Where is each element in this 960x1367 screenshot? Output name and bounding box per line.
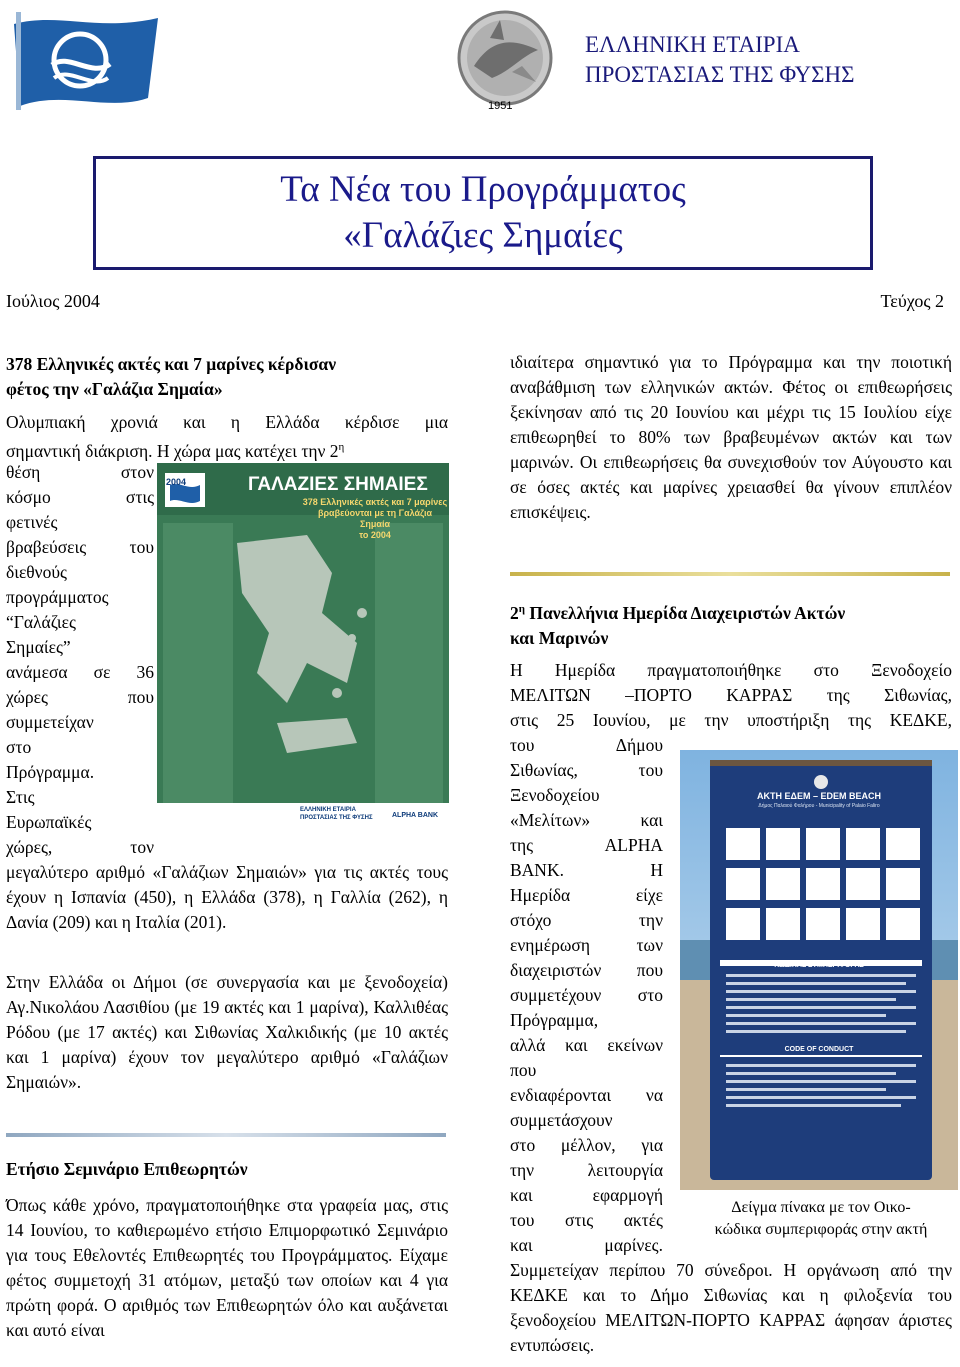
narrow-text-line: και εφαρμογή xyxy=(510,1185,663,1205)
issue-info xyxy=(6,291,944,312)
workshop-conclusion: Συμμετείχαν περίπου 70 σύνεδροι. Η οργάνωση από την ΚΕΔΚΕ και το Δήμο Σιθωνίας και η φιλοξενία του ξενοδοχείου ΜΕΛΙΤΩΝ-ΠΟΡΤΟ ΚΑΡΡΑΣ άφησαν άριστες εντυπώσεις. xyxy=(510,1260,952,1355)
sign-subtitle: Δήμος Παλαιού Φαλήρου - Municipality of Palaio Faliro xyxy=(758,803,880,809)
newsletter-title: Τα Νέα του Προγράμματος «Γαλάζιες Σημαίες xyxy=(93,156,873,270)
narrow-text-line: ανάμεσα σε 36 xyxy=(6,662,154,682)
workshop-narrow-text xyxy=(510,733,663,1258)
narrow-text-line: Πρόγραμμα, xyxy=(510,1010,599,1030)
narrow-text-line: Σιθωνίας, του xyxy=(510,760,663,780)
narrow-text-line: ενδιαφέρονται να xyxy=(510,1085,663,1105)
workshop-heading: $2^\eta$ Πανελλήνια Ημερίδα Διαχειριστών Ακτών και Μαρινών xyxy=(510,602,846,648)
narrow-text-line: BANK. Η xyxy=(510,860,663,880)
narrow-text-line: συμμετείχαν xyxy=(6,712,94,732)
narrow-text-line: Πρόγραμμα. xyxy=(6,762,95,782)
article-municipalities: Στην Ελλάδα οι Δήμοι (σε συνεργασία και με ξενοδοχεία) Αγ.Νικολάου Λασιθίου (με 19 ακτές και 1 μαρίνα), Καλλιθέας Ρόδου (με 17 ακτές) και Σιθωνίας Χαλκιδικής (με 10 ακτές και 1 μαρίνα) έχουν τον μεγαλύτερο αριθμό «Γαλάζιων Σημαιών». xyxy=(6,972,448,1092)
beach-sign-photo xyxy=(680,750,958,1190)
narrow-text-line: στο xyxy=(6,737,32,757)
narrow-text-line: συμμετάσχουν xyxy=(510,1110,613,1130)
narrow-text-line: του Δήμου xyxy=(510,735,663,755)
poster-org: ΕΛΛΗΝΙΚΗ ΕΤΑΙΡΙΑ ΠΡΟΣΤΑΣΙΑΣ ΤΗΣ ΦΥΣΗΣ xyxy=(300,807,373,821)
issue-date: Ιούλιος 2004 xyxy=(6,291,100,311)
narrow-text-line: Ευρωπαϊκές xyxy=(6,812,92,832)
poster-subtitle: 378 Ελληνικές ακτές και 7 μαρίνες βραβεύονται με τη Γαλάζια Σημαία το 2004 xyxy=(302,497,448,540)
workshop-intro: Η Ημερίδα πραγματοποιήθηκε στο Ξενοδοχείο ΜΕΛΙΤΩΝ –ΠΟΡΤΟ ΚΑΡΡΑΣ της Σιθωνίας, στις 25 Ιουνίου, με την υποστήριξη της ΚΕΔΚΕ, xyxy=(510,660,952,730)
narrow-text-line: και μαρίνες. xyxy=(510,1235,663,1255)
narrow-text-line: διεθνούς xyxy=(6,562,67,582)
narrow-text-line: Ξενοδοχείου xyxy=(510,785,600,805)
narrow-text-line: κόσμο στις xyxy=(6,487,154,507)
photo-caption: Δείγμα πίνακα με τον Οικο- κώδικα συμπεριφοράς στην ακτή xyxy=(714,1199,928,1238)
sign-code-en: CODE OF CONDUCT xyxy=(784,1046,854,1053)
narrow-text-line: χώρες, τον xyxy=(6,837,154,857)
narrow-text-line: συμμετέχουν στο xyxy=(510,985,663,1005)
narrow-text-line: διαχειριστών που xyxy=(510,960,663,980)
article-intro: Ολυμπιακή χρονιά και η Ελλάδα κέρδισε μια σημαντική διάκριση. Η χώρα μας κατέχει την $2^\eta$ xyxy=(6,412,448,461)
organization-name: ΕΛΛΗΝΙΚΗ ΕΤΑΙΡΙΑ ΠΡΟΣΤΑΣΙΑΣ ΤΗΣ ΦΥΣΗΣ xyxy=(585,32,855,87)
narrow-text-line: Στις xyxy=(6,787,35,807)
narrow-text-line: αλλά και εκείνων xyxy=(510,1035,663,1055)
narrow-text-line: στο μέλλον, για xyxy=(510,1135,663,1155)
narrow-text-line: που xyxy=(510,1060,537,1080)
narrow-text-line: θέση στον xyxy=(6,462,154,482)
blue-flag-logo xyxy=(8,10,166,112)
sign-code-gr: ΚΩΔΙΚΑΣ ΣΥΜΠΕΡΙΦΟΡΑΣ xyxy=(774,962,864,969)
narrow-text-line: χώρες που xyxy=(6,687,154,707)
article-headline: 378 Ελληνικές ακτές και 7 μαρίνες κέρδισαν φέτος την «Γαλάζια Σημαία» xyxy=(6,354,337,399)
poster-title: ΓΑΛΑΖΙΕΣ ΣΗΜΑΙΕΣ xyxy=(248,474,428,495)
issue-number: Τεύχος 2 xyxy=(880,291,944,311)
seminar-text: Όπως κάθε χρόνο, πραγματοποιήθηκε στα γραφεία μας, στις 14 Ιουνίου, το καθιερωμένο ετήσιο Επιμορφωτικό Σεμινάριο για τους Εθελοντές Επιθεωρητές του Προγράμματος. Είχαμε φέτος συμμετοχή 31 ατόμων, μεταξύ των οποίων και 4 για πρώτη φορά. Ο αριθμός των Επιθεωρητών όλο και αυξάνεται και αυτό είναι xyxy=(6,1195,448,1340)
narrow-text-line: προγράμματος xyxy=(6,587,109,607)
seal-year: 1951 xyxy=(488,100,513,112)
narrow-text-line: “Γαλάζιες xyxy=(6,612,76,632)
narrow-text-line: Σημαίες” xyxy=(6,637,71,657)
narrow-text-line: την λειτουργία xyxy=(510,1160,663,1180)
narrow-text-line: βραβεύσεις του xyxy=(6,537,154,557)
section-divider-left xyxy=(6,1133,446,1137)
narrow-text-line: Ημερίδα είχε xyxy=(510,885,663,905)
narrow-text-line: του στις ακτές xyxy=(510,1210,663,1230)
poster-sponsor: ALPHA BANK xyxy=(392,812,439,819)
article-narrow-text xyxy=(6,460,154,860)
article-body: μεγαλύτερο αριθμό «Γαλάζιων Σημαιών» για τις ακτές τους έχουν η Ισπανία (450), η Ελλάδα (378), η Γαλλία (262), η Δανία (209) και η Ιταλία (201). xyxy=(6,862,448,932)
inspection-text: ιδιαίτερα σημαντικό για το Πρόγραμμα και την ποιοτική αναβάθμιση των ελληνικών ακτών. Φέτος οι επιθεωρήσεις ξεκίνησαν από τις 20 Ιουνίου και μέχρι τις 15 Ιουλίου είχε επιθεωρηθεί το 80% των βραβευμένων ακτών και των μαρινών. Οι επιθεωρήσεις θα συνεχισθούν τον Αύγουστο και σε όσες ακτές και μαρίνες χρειασθεί θα γίνουν επιπλέον επισκέψεις. xyxy=(510,352,952,522)
narrow-text-line: της ALPHA xyxy=(510,835,663,855)
narrow-text-line: φετινές xyxy=(6,512,58,532)
sign-title: ΑΚΤΗ ΕΔΕΜ – EDEM BEACH xyxy=(757,791,881,801)
section-divider-right xyxy=(510,572,950,576)
poster-year: 2004 xyxy=(166,477,187,487)
narrow-text-line: στόχο την xyxy=(510,910,663,930)
narrow-text-line: «Μελίτων» και xyxy=(510,810,663,830)
narrow-text-line: ενημέρωση των xyxy=(510,935,663,955)
seminar-heading: Ετήσιο Σεμινάριο Επιθεωρητών xyxy=(6,1159,248,1179)
